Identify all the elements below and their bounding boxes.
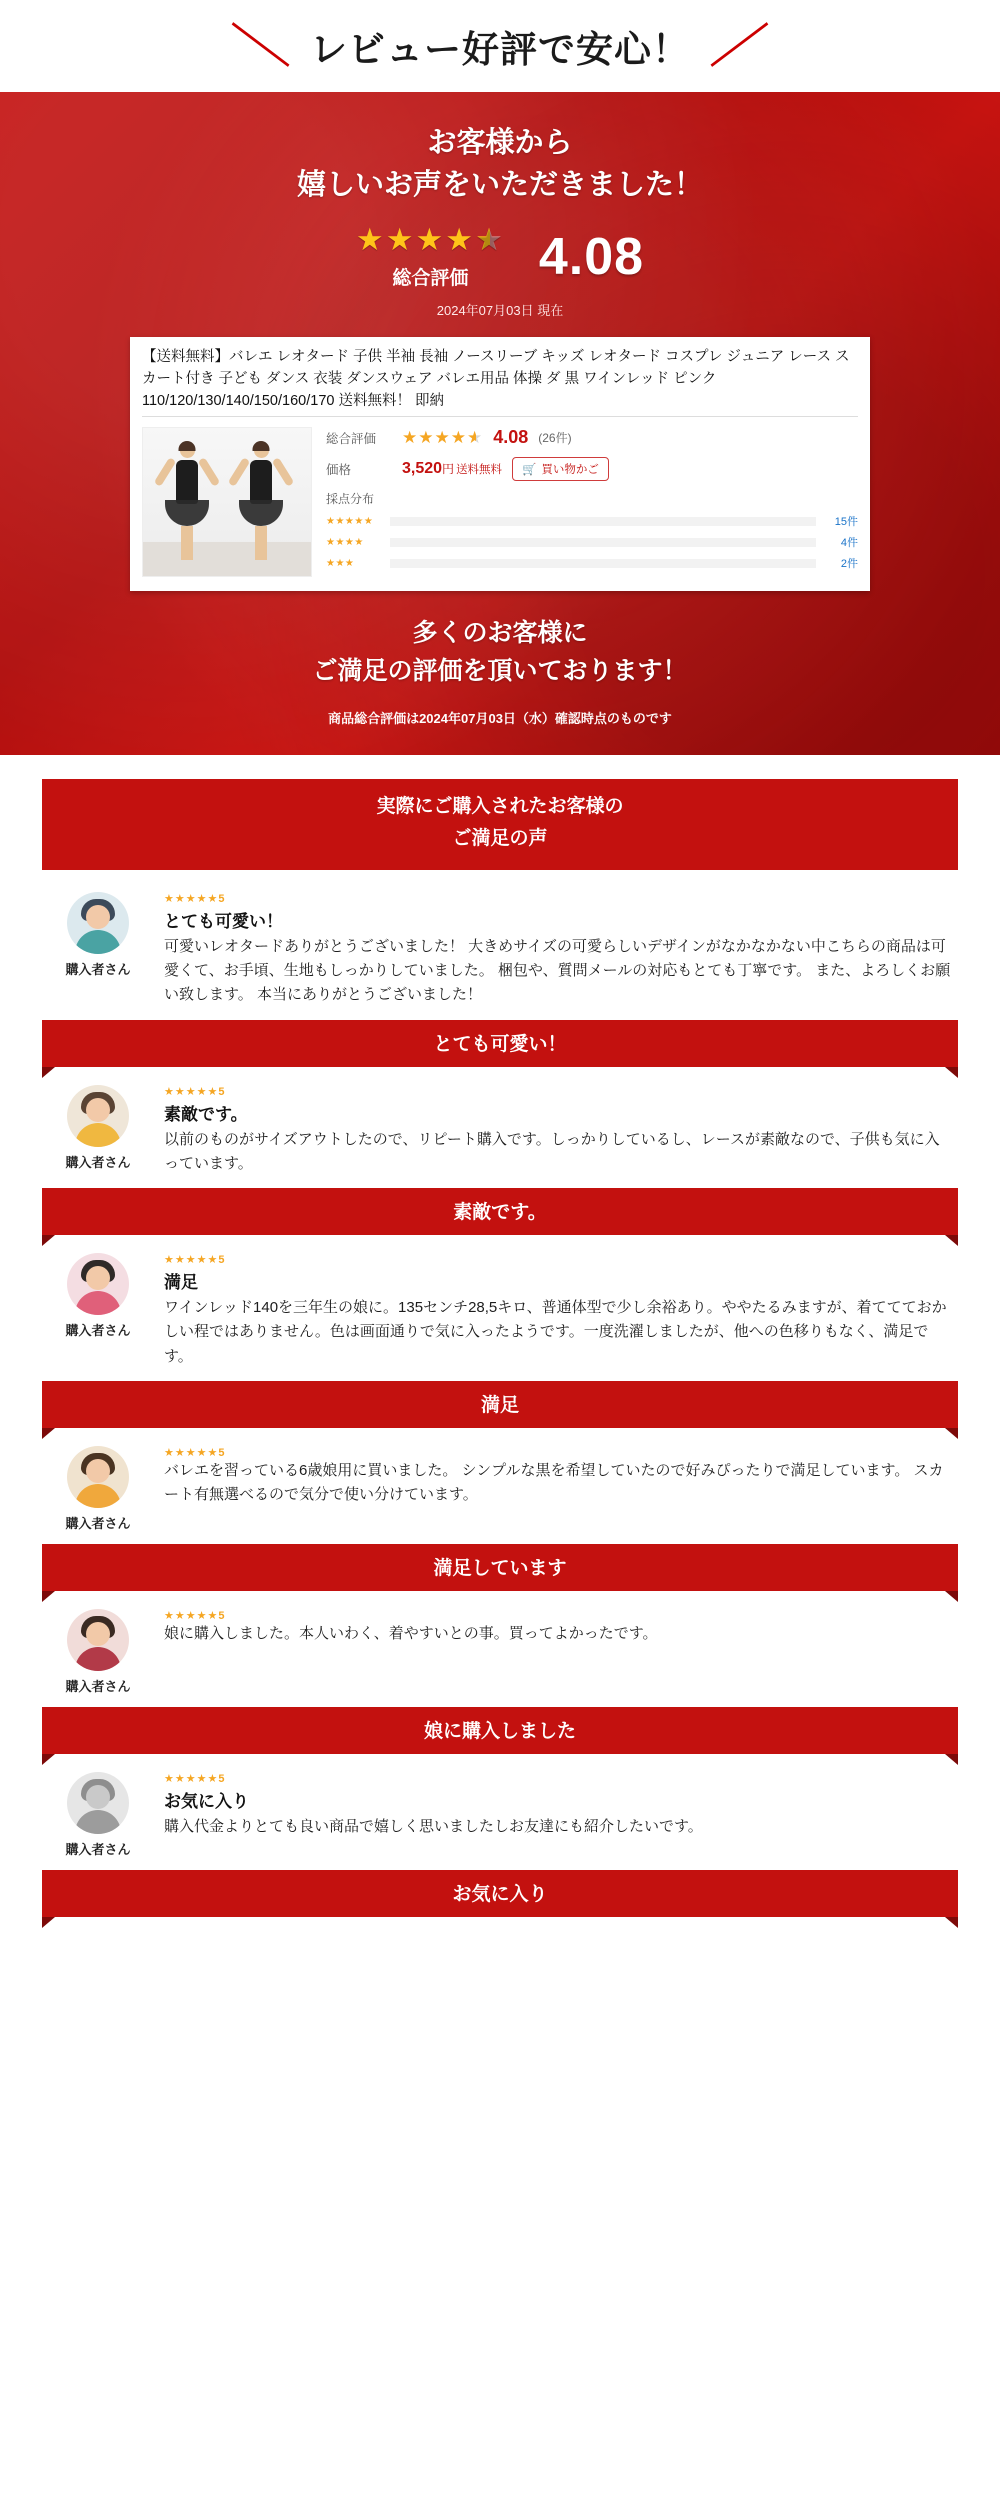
review-item <box>42 892 958 1067</box>
hero-stars <box>355 222 505 258</box>
reviews-ribbon-line1: 実際にご購入されたお客様の <box>376 796 624 818</box>
review-banner: 満足 <box>42 1381 958 1428</box>
product-card <box>130 337 870 591</box>
hero-title-line2: 嬉しいお声をいただきました！ <box>296 169 703 202</box>
product-rating-line <box>326 427 858 448</box>
review-stars-glyphs: ★★★★★ <box>164 892 219 905</box>
review-score: 5 <box>218 1254 226 1267</box>
review-item <box>42 1253 958 1428</box>
review-top <box>42 1253 958 1369</box>
review-score: 5 <box>218 1085 226 1098</box>
cart-button-label: 買い物かご <box>541 464 599 477</box>
hero-rating-label: 総合評価 <box>392 268 469 290</box>
review-body: ワインレッド140を三年生の娘に。135センチ28,5キロ、普通体型で少し余裕あり。ややたるみますが、着ててておかしい程ではありません。色は画面通りで気に入ったようです。一度洗濯しましたが、他への色移りもなく、満足です。 <box>164 1299 947 1365</box>
distribution-row <box>326 555 858 571</box>
avatar-head <box>86 1459 110 1483</box>
review-banner: 満足しています <box>42 1544 958 1591</box>
reviewer-column <box>46 892 150 1008</box>
product-star-half: ★ <box>466 427 484 447</box>
dancer-legs <box>181 526 193 560</box>
hero-subtitle-line2: ご満足の評価を頂いております！ <box>312 656 688 685</box>
review-top <box>42 1609 958 1695</box>
review-banner-wrap <box>42 1381 958 1428</box>
reviewer-column <box>46 1772 150 1858</box>
avatar-body <box>75 1484 121 1508</box>
review-stars-glyphs: ★★★★★ <box>164 1085 219 1098</box>
review-banner: お気に入り <box>42 1870 958 1917</box>
headline-text: レビュー好評で安心！ <box>310 29 690 70</box>
review-body: 購入代金よりとても良い商品で嬉しく思いましたしお友達にも紹介したいです。 <box>164 1818 703 1836</box>
dancer-hair <box>179 441 196 451</box>
hero-footnote: 商品総合評価は2024年07月03日（水）確認時点のものです <box>328 711 672 727</box>
dancer-skirt <box>239 500 283 526</box>
review-stars <box>164 1772 954 1785</box>
review-score: 5 <box>218 1610 226 1623</box>
distribution-title: 採点分布 <box>326 492 375 507</box>
avatar-head <box>86 1266 110 1290</box>
product-thumbnail <box>142 427 312 577</box>
reviewer-name: 購入者さん <box>65 961 131 977</box>
review-main <box>164 1085 954 1177</box>
thumbnail-dancer-left <box>165 443 209 560</box>
review-score: 5 <box>218 1447 226 1460</box>
product-info <box>326 427 858 577</box>
cart-icon: 🛒 <box>522 464 537 477</box>
review-body: 以前のものがサイズアウトしたので、リピート購入です。しっかりしているし、レースが素敵なので、子供も気に入っています。 <box>164 1130 940 1172</box>
distribution-row <box>326 513 858 529</box>
hero-stars-full: ★★★★ <box>355 222 476 258</box>
distribution-row <box>326 534 858 550</box>
reviewer-name: 購入者さん <box>65 1154 131 1170</box>
review-banner-wrap <box>42 1544 958 1591</box>
distribution-stars: ★★★★ <box>326 536 364 548</box>
dancer-head <box>254 443 269 458</box>
top-headline <box>0 0 1000 92</box>
hero-title <box>0 122 1000 206</box>
review-item <box>42 1446 958 1591</box>
review-title: とても可愛い！ <box>164 911 283 931</box>
decor-slash-right-outer: ／ <box>707 20 771 72</box>
hero-section <box>0 92 1000 755</box>
product-price-unit: 円 <box>442 462 455 477</box>
review-title: お気に入り <box>164 1792 249 1812</box>
review-top <box>42 1446 958 1532</box>
review-top <box>42 892 958 1008</box>
distribution-count[interactable]: 2件 <box>840 558 858 571</box>
reviews-section <box>0 755 1000 1965</box>
review-item <box>42 1085 958 1236</box>
product-card-body <box>142 427 858 577</box>
hero-star-half: ★ <box>475 222 505 258</box>
product-shipping-note: 送料無料 <box>456 464 503 477</box>
avatar-head <box>86 905 110 929</box>
reviewer-name: 購入者さん <box>65 1679 131 1695</box>
avatar-body <box>75 1291 121 1315</box>
avatar-head <box>86 1098 110 1122</box>
review-title: 素敵です。 <box>164 1104 248 1124</box>
review-title: 満足 <box>164 1273 198 1293</box>
review-main <box>164 1772 954 1858</box>
product-title: 【送料無料】バレエ レオタード 子供 半袖 長袖 ノースリーブ キッズ レオタード コスプレ ジュニア レース スカート付き 子ども ダンス 衣装 ダンスウェア バレエ用品 体操 ダ 黒 ワインレッド ピンク 110/120/130/140/150/160/170 送料無料！ 即納 <box>142 347 858 417</box>
distribution-stars: ★★★ <box>326 557 355 569</box>
avatar-body <box>75 930 121 954</box>
avatar <box>67 1085 129 1147</box>
product-rating-label: 総合評価 <box>326 431 377 446</box>
reviewer-name: 購入者さん <box>65 1842 131 1858</box>
reviewer-column <box>46 1446 150 1532</box>
review-stars <box>164 1446 954 1459</box>
review-item <box>42 1772 958 1917</box>
review-stars <box>164 1609 954 1622</box>
review-banner-wrap <box>42 1707 958 1754</box>
review-stars-glyphs: ★★★★★ <box>164 1447 219 1460</box>
distribution-count[interactable]: 4件 <box>840 537 858 550</box>
avatar-head <box>86 1622 110 1646</box>
review-main <box>164 1609 954 1695</box>
avatar <box>67 1446 129 1508</box>
review-stars-glyphs: ★★★★★ <box>164 1773 219 1786</box>
hero-score-row <box>0 224 1000 290</box>
hero-as-of-date: 2024年07月03日 現在 <box>436 303 564 319</box>
product-price-value: 3,520 <box>402 460 443 478</box>
review-main <box>164 892 954 1008</box>
add-to-cart-button[interactable] <box>512 457 609 481</box>
reviews-ribbon-line2: ご満足の声 <box>452 828 548 850</box>
avatar <box>67 1772 129 1834</box>
distribution-stars: ★★★★★ <box>326 515 374 527</box>
avatar-body <box>75 1810 121 1834</box>
product-price <box>402 460 502 478</box>
reviewer-name: 購入者さん <box>65 1516 131 1532</box>
reviewer-column <box>46 1609 150 1695</box>
review-top <box>42 1085 958 1177</box>
dancer-skirt <box>165 500 209 526</box>
dancer-hair <box>253 441 270 451</box>
product-price-label: 価格 <box>326 463 352 478</box>
review-top <box>42 1772 958 1858</box>
review-banner: 娘に購入しました <box>42 1707 958 1754</box>
review-stars <box>164 1253 954 1266</box>
product-rating-stars <box>402 428 483 448</box>
product-stars-full: ★★★★ <box>402 427 467 447</box>
avatar <box>67 892 129 954</box>
review-stars-glyphs: ★★★★★ <box>164 1254 219 1267</box>
review-score: 5 <box>218 892 226 905</box>
reviews-ribbon <box>42 779 958 870</box>
review-item <box>42 1609 958 1754</box>
hero-title-line1: お客様から <box>427 127 573 159</box>
product-rating-count: (26件) <box>538 431 572 446</box>
review-banner: 素敵です。 <box>42 1188 958 1235</box>
review-stars-glyphs: ★★★★★ <box>164 1610 219 1623</box>
distribution-count[interactable]: 15件 <box>834 516 858 529</box>
decor-slash-left-outer: ＼ <box>229 20 293 72</box>
review-score: 5 <box>218 1773 226 1786</box>
review-stars <box>164 1085 954 1098</box>
review-body: バレエを習っている6歳娘用に買いました。 シンプルな黒を希望していたので好みぴったりで満足しています。 スカート有無選べるので気分で使い分けています。 <box>164 1462 944 1504</box>
review-banner-wrap <box>42 1020 958 1067</box>
product-rating-value: 4.08 <box>493 427 529 448</box>
hero-score-left <box>356 224 505 290</box>
dancer-legs <box>255 526 267 560</box>
review-body: 可愛いレオタードありがとうございました！ 大きめサイズの可愛らしいデザインがなかなかない中こちらの商品は可愛くて、お手頃、生地もしっかりしていました。 梱包や、質問メールの対応もとても丁寧です。 また、よろしくお願い致します。 本当にありがとうございました！ <box>164 937 951 1004</box>
review-banner: とても可愛い！ <box>42 1020 958 1067</box>
product-price-line <box>326 457 858 481</box>
avatar-body <box>75 1647 121 1671</box>
review-banner-wrap <box>42 1188 958 1235</box>
dancer-leotard <box>176 460 198 504</box>
thumbnail-dancer-right <box>239 443 283 560</box>
review-main <box>164 1446 954 1532</box>
distribution-bar-track <box>390 538 816 547</box>
reviewer-name: 購入者さん <box>65 1323 131 1339</box>
dancer-head <box>180 443 195 458</box>
distribution-bar-track <box>390 559 816 568</box>
reviewer-column <box>46 1253 150 1369</box>
review-body: 娘に購入しました。本人いわく、着やすいとの事。買ってよかったです。 <box>164 1625 658 1643</box>
avatar-body <box>75 1123 121 1147</box>
hero-subtitle <box>0 615 1000 690</box>
hero-subtitle-line1: 多くのお客様に <box>412 619 588 648</box>
avatar <box>67 1253 129 1315</box>
dancer-leotard <box>250 460 272 504</box>
review-stars <box>164 892 954 905</box>
reviewer-column <box>46 1085 150 1177</box>
avatar <box>67 1609 129 1671</box>
review-banner-wrap <box>42 1870 958 1917</box>
distribution-bar-track <box>390 517 816 526</box>
hero-rating-value: 4.08 <box>538 228 645 287</box>
avatar-head <box>86 1785 110 1809</box>
review-main <box>164 1253 954 1369</box>
